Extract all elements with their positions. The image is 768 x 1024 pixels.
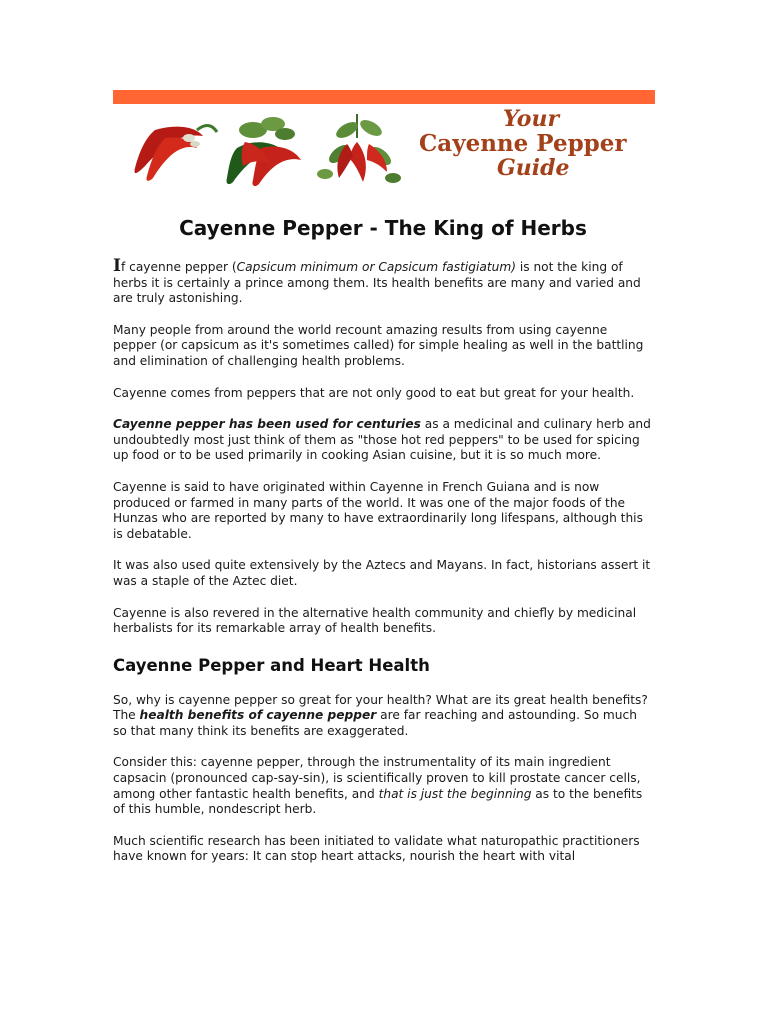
orange-header-bar bbox=[113, 90, 655, 104]
logo-line-3: Guide bbox=[497, 155, 570, 181]
paragraph-10: Much scientific research has been initiated to validate what naturopathic practitioners have known for years: It can stop heart attacks, nourish the heart with vital bbox=[113, 833, 640, 864]
paragraph-4-text: as a medicinal and culinary herb and undoubtedly most just think of them as "those hot red peppers" to be used for spicing up food or to be used primarily in cooking Asian cuisine, but it is so much more. bbox=[113, 417, 651, 463]
logo-line-1: Your bbox=[503, 106, 560, 132]
chili-peppers-illustration bbox=[125, 108, 415, 188]
paragraph-9 bbox=[113, 755, 653, 817]
pepper-cluster-3-icon bbox=[317, 114, 401, 183]
paragraph-5: Cayenne is said to have originated within Cayenne in French Guiana and is now produced or farmed in many parts of the world. It was one of the major foods of the Hunzas who are reported by many to have extraordinarily long lifespans, although this is debatable. bbox=[113, 479, 643, 541]
paragraph-8 bbox=[113, 693, 653, 740]
page-title: Cayenne Pepper - The King of Herbs bbox=[179, 216, 587, 240]
emphasis-centuries: Cayenne pepper has been used for centuries bbox=[113, 417, 421, 432]
paragraph-6: It was also used quite extensively by the Aztecs and Mayans. In fact, historians assert it was a staple of the Aztec diet. bbox=[113, 558, 651, 588]
section-heading-heart-health: Cayenne Pepper and Heart Health bbox=[113, 655, 430, 675]
paragraph-8-text-a: So, why is cayenne pepper so great for your health? What are its great health benefits? The bbox=[113, 692, 648, 723]
paragraph-3: Cayenne comes from peppers that are not only good to eat but great for your health. bbox=[113, 385, 635, 400]
paragraph-1-text-a: f cayenne pepper ( bbox=[120, 260, 237, 274]
paragraph-1-text-c: is not the king of herbs it is certainly a prince among them. Its health benefits are many and varied and are truly astonishing. bbox=[113, 260, 641, 306]
guide-logo bbox=[417, 106, 653, 184]
paragraph-9-text-c: as to the benefits of this humble, nondescript herb. bbox=[113, 786, 643, 817]
paragraph-9-text-a: Consider this: cayenne pepper, through the instrumentality of its main ingredient capsacin (pronounced cap-say-sin), is scientifically proven to kill prostate cancer cells, among other fantastic health benefits, and bbox=[113, 755, 641, 801]
logo-line-2: Cayenne Pepper bbox=[419, 130, 627, 157]
pepper-cluster-2-icon bbox=[226, 117, 301, 186]
pepper-cluster-1-icon bbox=[134, 126, 217, 181]
article-body bbox=[113, 213, 653, 881]
emphasis-health-benefits: health benefits of cayenne pepper bbox=[139, 708, 377, 723]
botanical-names: Capsicum minimum or Capsicum fastigiatum) bbox=[236, 260, 516, 274]
paragraph-7: Cayenne is also revered in the alternative health community and chiefly by medicinal herbalists for its remarkable array of health benefits. bbox=[113, 605, 637, 636]
header-banner bbox=[113, 90, 655, 190]
paragraph-1 bbox=[113, 256, 653, 307]
drop-cap-letter: I bbox=[113, 256, 121, 276]
emphasis-beginning: that is just the beginning bbox=[378, 786, 532, 801]
paragraph-8-text-c: are far reaching and astounding. So much so that many think its benefits are exaggerated. bbox=[113, 708, 637, 738]
paragraph-4 bbox=[113, 417, 653, 464]
paragraph-2: Many people from around the world recount amazing results from using cayenne pepper (or capsicum as it's sometimes called) for simple healing as well in the battling and elimination of challenging health problems. bbox=[113, 322, 644, 368]
